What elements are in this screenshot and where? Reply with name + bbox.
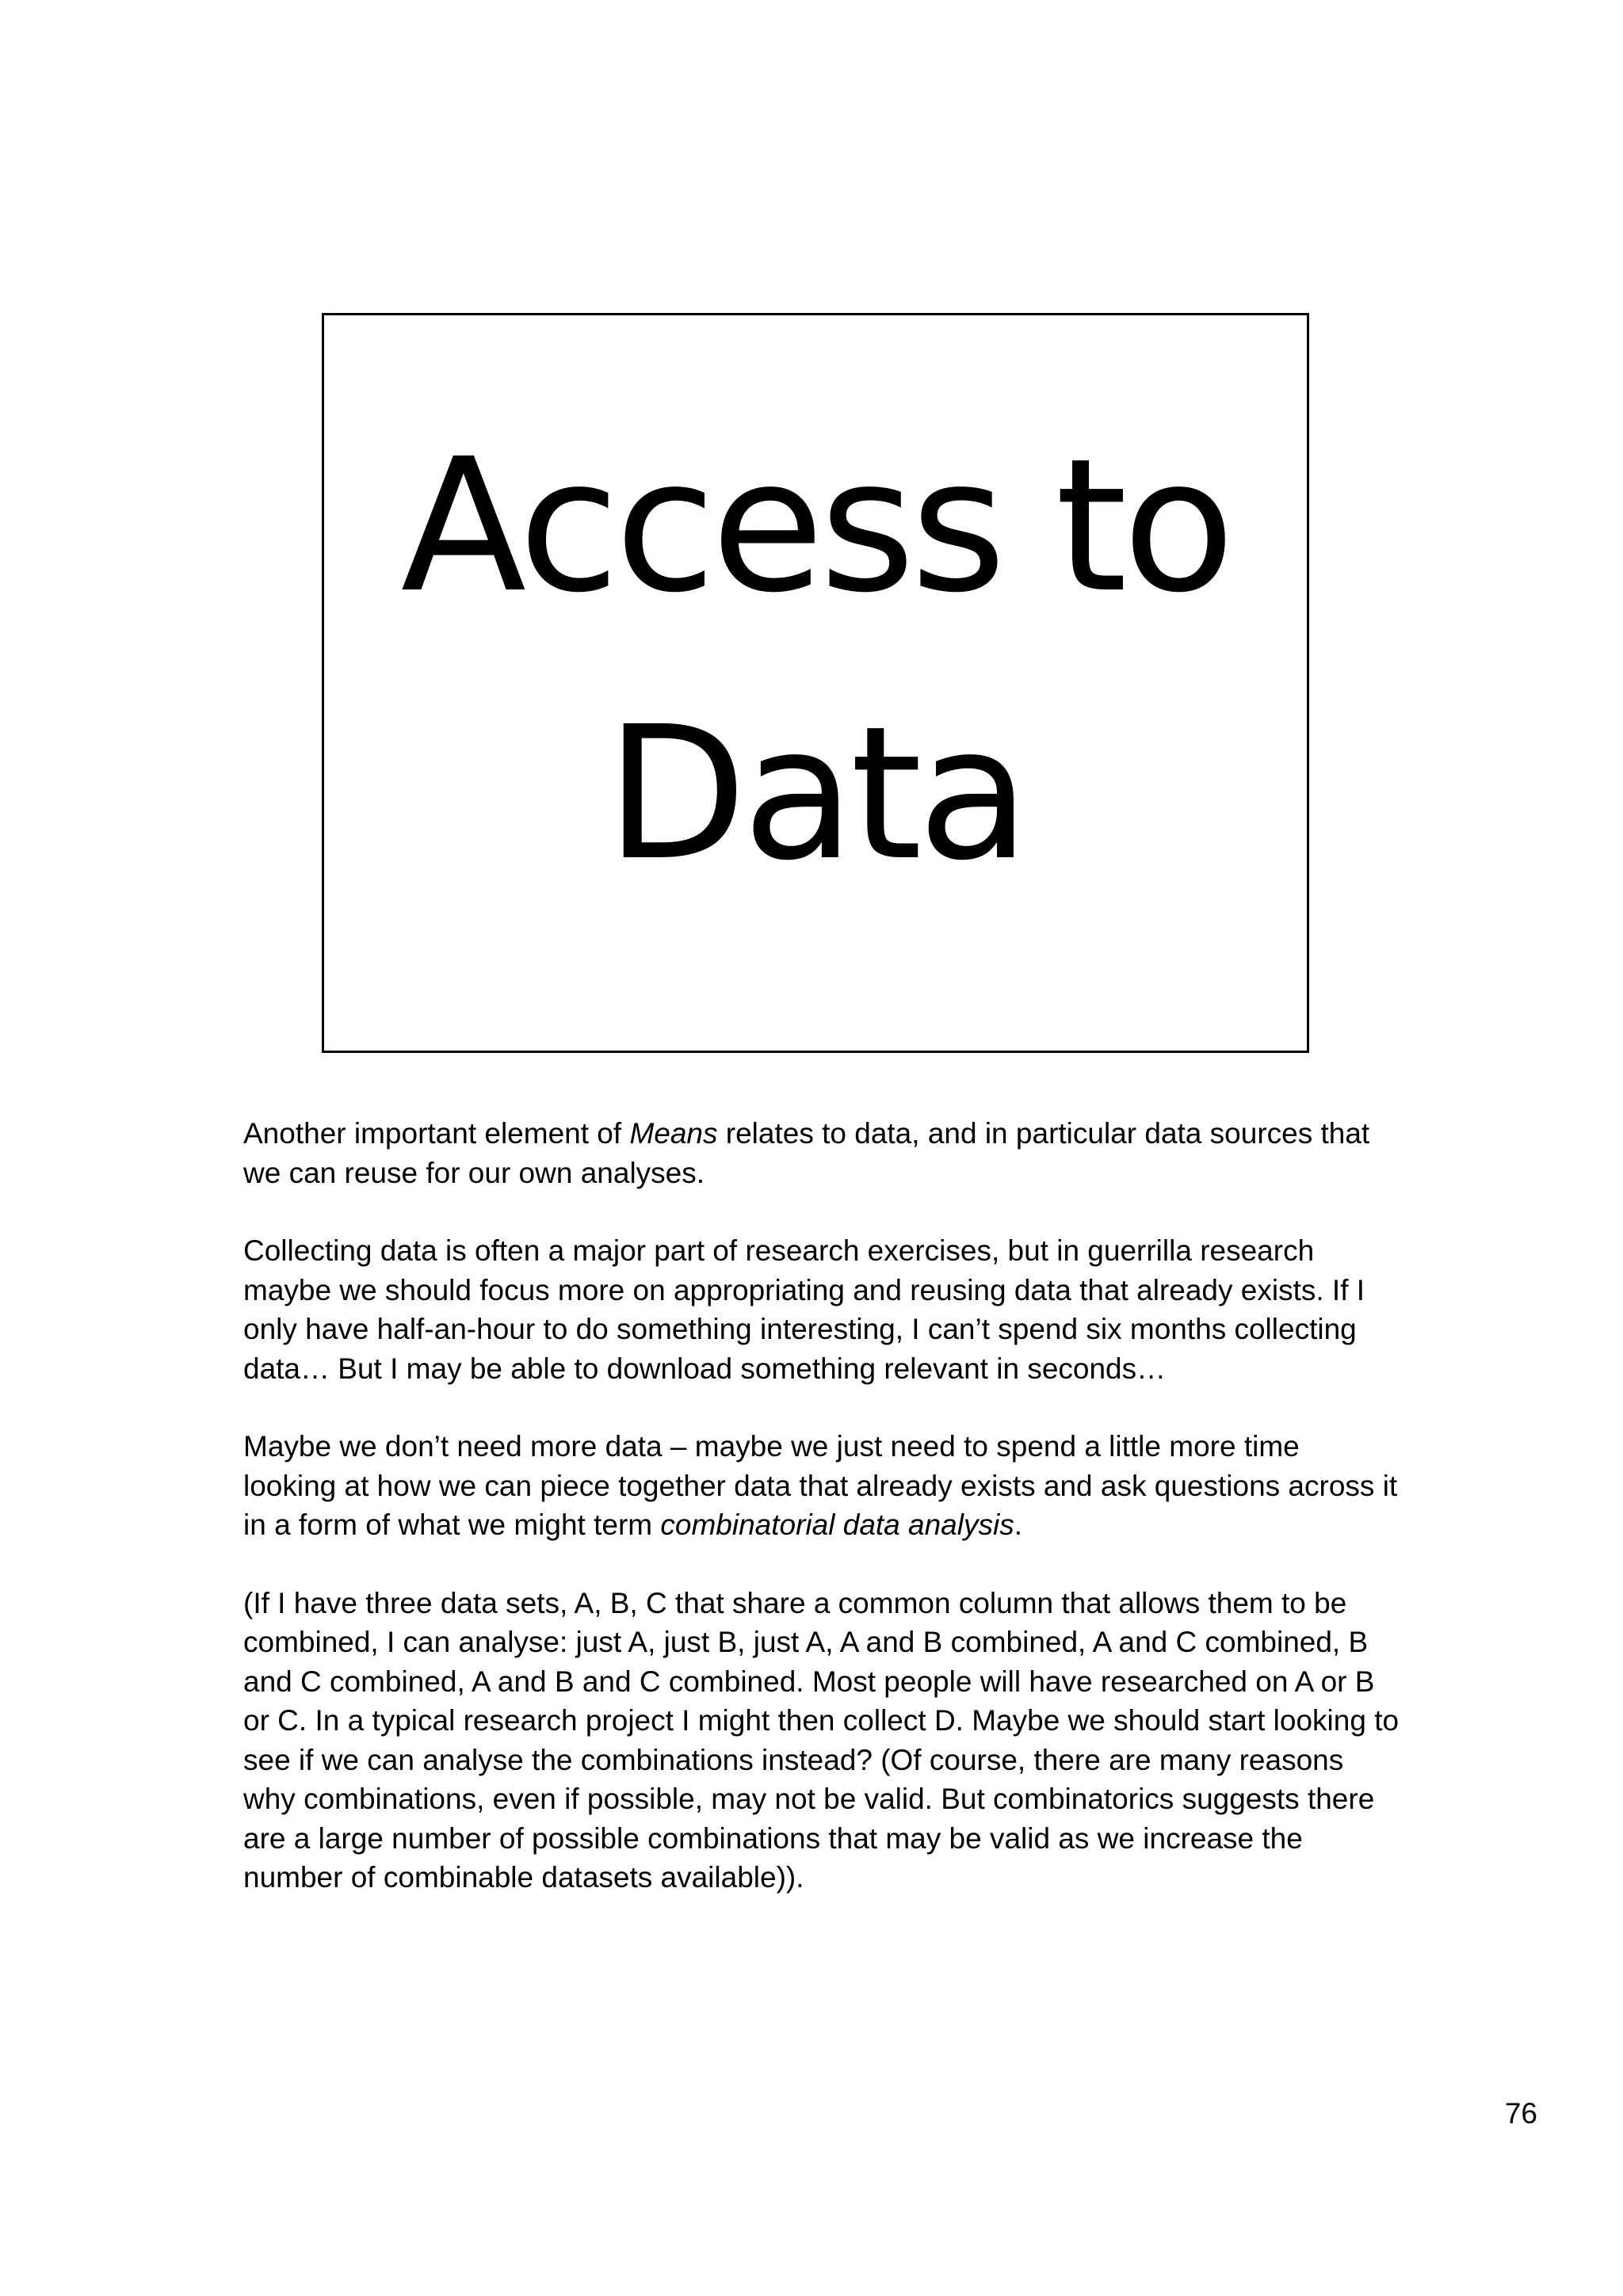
slide-title (401, 392, 1231, 928)
notes-paragraph-3 (243, 1427, 1400, 1545)
notes-paragraph-1-emphasis: Means (629, 1117, 718, 1150)
notes-paragraph-3-text-b: . (1014, 1508, 1022, 1541)
notes-paragraph-2: Collecting data is often a major part of research exercises, but in guerrilla research maybe we should focus more on appropriating and reusing data that already exists. If I only have half-an-hour to do something interesting, I can’t spend six months collecting data… But I may be able to download something relevant in seconds… (243, 1234, 1365, 1385)
notes-paragraph-1-text-a: Another important element of (243, 1117, 630, 1150)
notes-paragraph-1-text-b: relates to data, and in particular data sources that we can reuse for our own analyses. (243, 1117, 1370, 1189)
notes-paragraph-3-text-a: Maybe we don’t need more data – maybe we just need to spend a little more time looking at how we can piece together data that already exists and ask questions across it in a form of what we might term (243, 1430, 1398, 1541)
slide-frame (322, 313, 1309, 1053)
notes-paragraph-4: (If I have three data sets, A, B, C that share a common column that allows them to be combined, I can analyse: just A, just B, just A, A and B combined, A and C combined, B and C combined, A and B and C combined. Most people will have researched on A or B or C. In a typical research project I might then collect D. Maybe we should start looking to see if we can analyse the combinations instead? (Of course, there are many reasons why combinations, even if possible, may not be valid. But combinatorics suggests there are a large number of possible combinations that may be valid as we increase the number of combinable datasets available)). (243, 1586, 1400, 1894)
notes-paragraph-3-emphasis: combinatorial data analysis (660, 1508, 1014, 1541)
slide-title-line-2: Data (605, 687, 1025, 901)
speaker-notes (243, 1114, 1400, 1936)
slide-title-line-1: Access to (400, 419, 1231, 633)
page-number: 76 (1504, 2097, 1537, 2130)
notes-paragraph-1 (243, 1114, 1400, 1192)
